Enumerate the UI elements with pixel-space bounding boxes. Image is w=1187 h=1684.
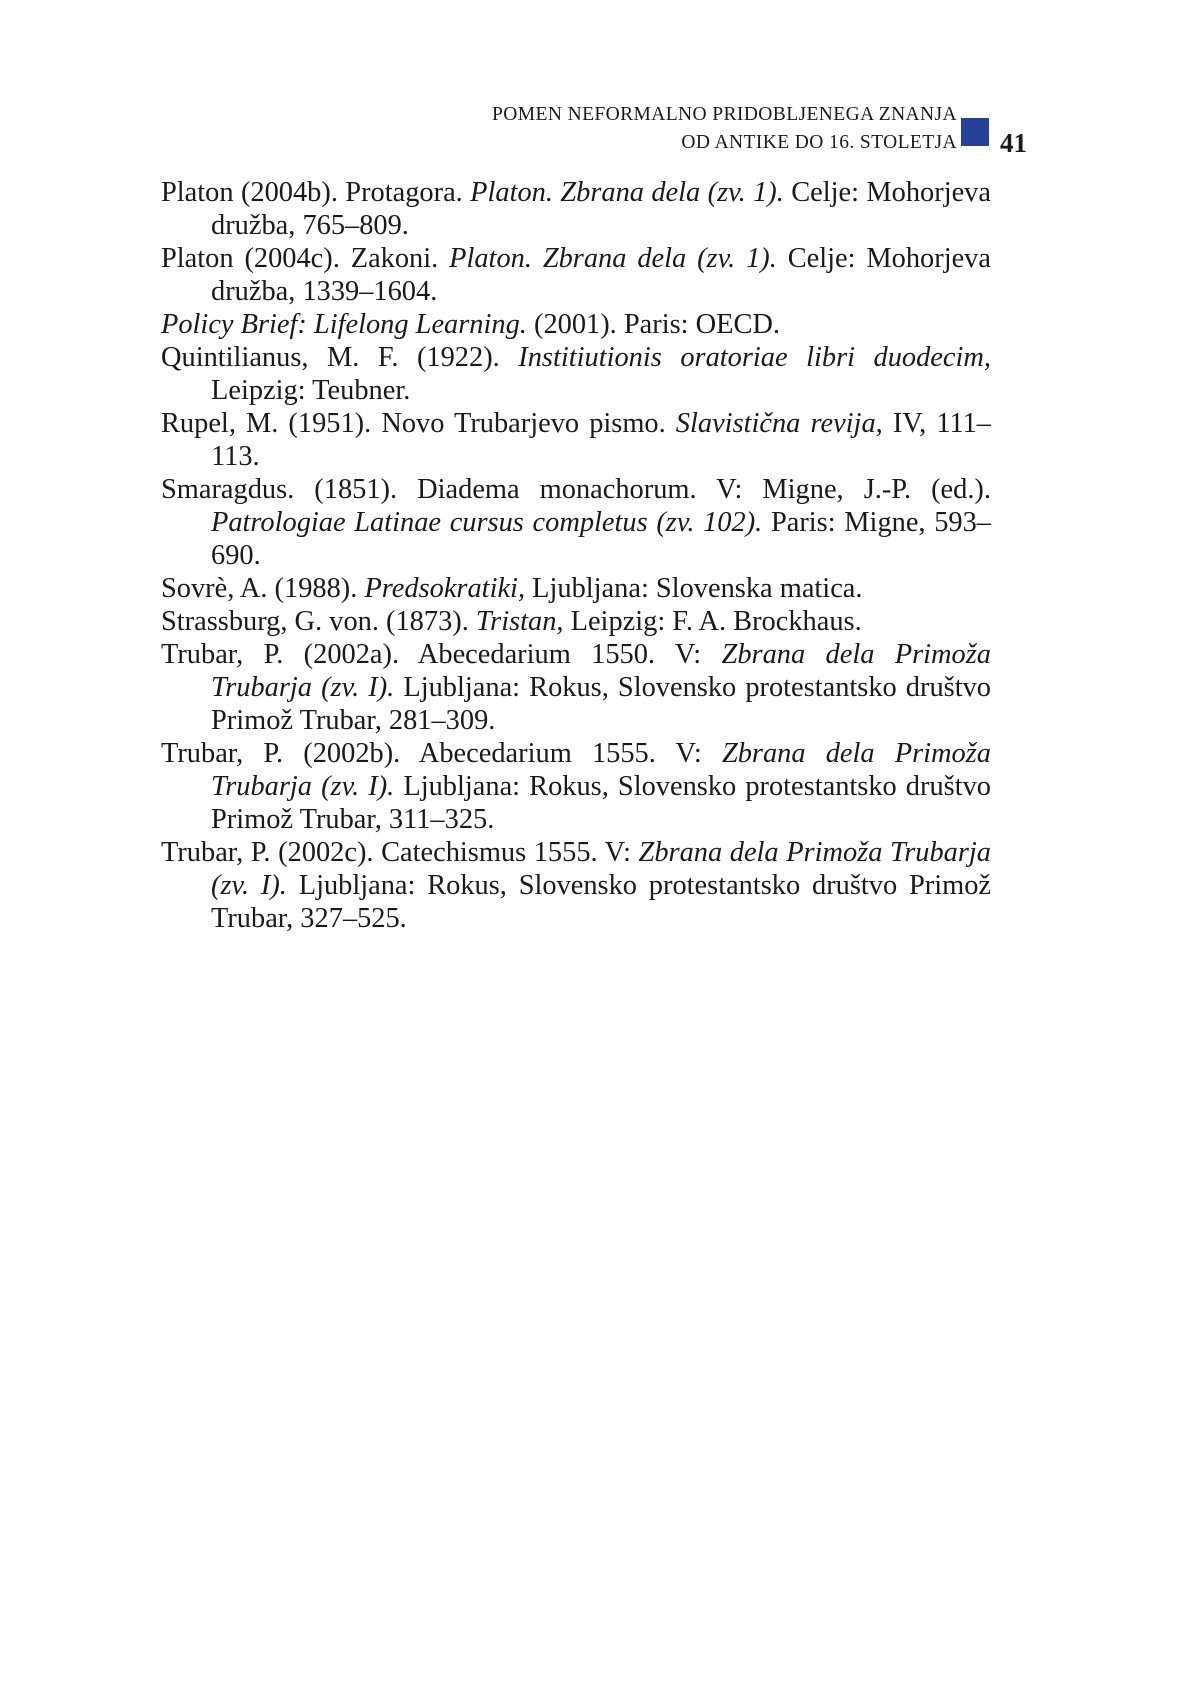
reference-entry: Trubar, P. (2002b). Abecedarium 1555. V: Zbrana dela Primoža Trubarja (zv. I). Ljubljana: Rokus, Slovensko protestantsko društvo Primož Trubar, 311–325. (161, 738, 991, 835)
running-header (492, 101, 957, 157)
reference-entry: Strassburg, G. von. (1873). Tristan, Leipzig: F. A. Brockhaus. (161, 606, 862, 637)
reference-entry: Sovrè, A. (1988). Predsokratiki, Ljubljana: Slovenska matica. (161, 573, 863, 604)
reference-entry: Smaragdus. (1851). Diadema monachorum. V: Migne, J.-P. (ed.). Patrologiae Latinae cursus completus (zv. 102). Paris: Migne, 593–690. (161, 474, 991, 571)
reference-list (161, 176, 991, 935)
running-header-line-1: POMEN NEFORMALNO PRIDOBLJENEGA ZNANJA (492, 104, 957, 125)
reference-entry: Trubar, P. (2002a). Abecedarium 1550. V: Zbrana dela Primoža Trubarja (zv. I). Ljubljana: Rokus, Slovensko protestantsko društvo Primož Trubar, 281–309. (161, 639, 992, 736)
reference-entry: Policy Brief: Lifelong Learning. (2001). Paris: OECD. (161, 309, 781, 340)
reference-entry: Quintilianus, M. F. (1922). Institiutionis oratoriae libri duodecim, Leipzig: Teubner. (161, 342, 991, 406)
chapter-marker-square (961, 118, 989, 146)
reference-entry: Platon (2004c). Zakoni. Platon. Zbrana dela (zv. 1). Celje: Mohorjeva družba, 1339–1604. (161, 243, 991, 307)
reference-entry: Platon (2004b). Protagora. Platon. Zbrana dela (zv. 1). Celje: Mohorjeva družba, 765–809. (161, 177, 991, 241)
page-number: 41 (1000, 128, 1027, 158)
reference-entry: Trubar, P. (2002c). Catechismus 1555. V: Zbrana dela Primoža Trubarja (zv. I). Ljubljana: Rokus, Slovensko protestantsko društvo Primož Trubar, 327–525. (161, 837, 991, 934)
running-header-line-2: OD ANTIKE DO 16. STOLETJA (681, 132, 957, 153)
reference-entry: Rupel, M. (1951). Novo Trubarjevo pismo. Slavistična revija, IV, 111–113. (161, 408, 991, 472)
